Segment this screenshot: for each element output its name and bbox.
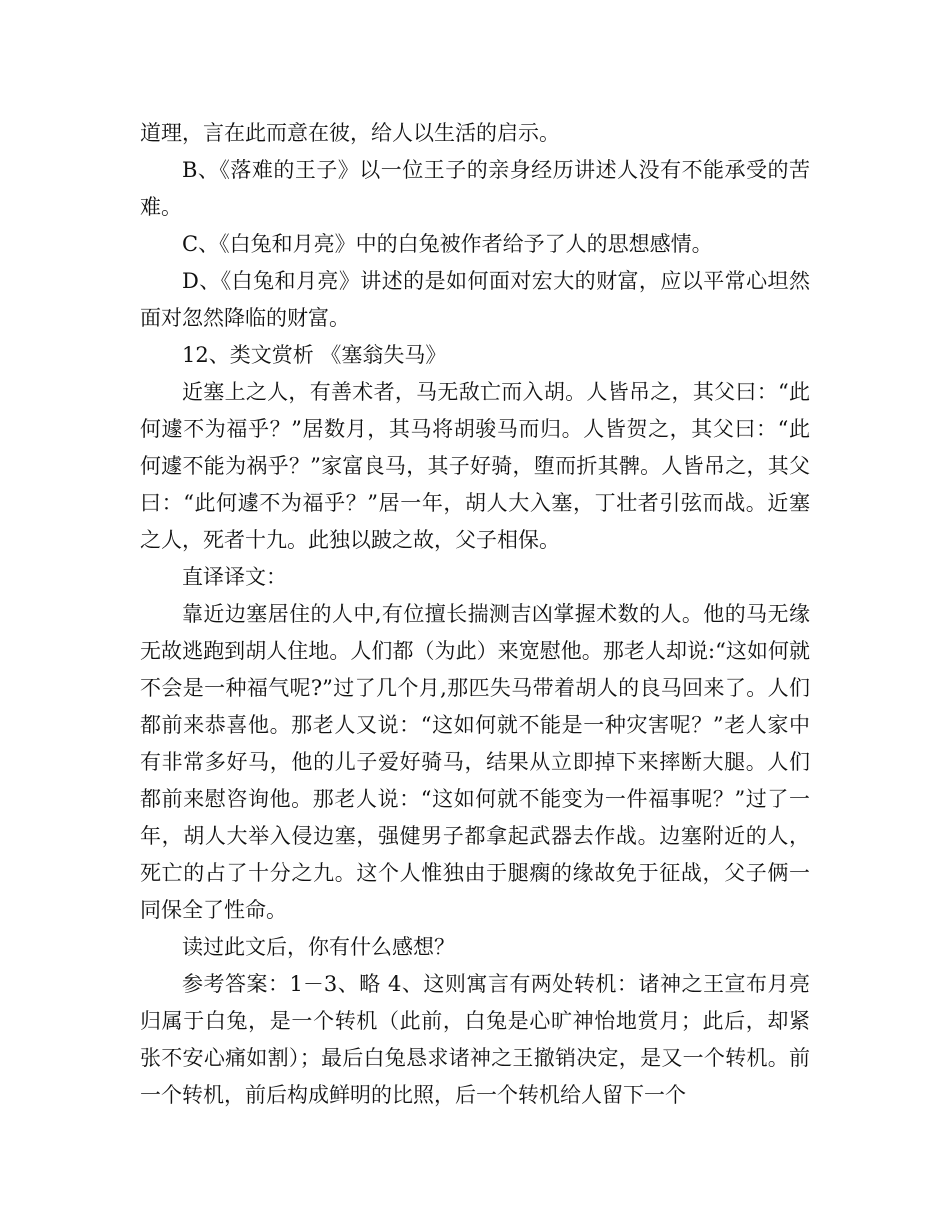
classical-text: 近塞上之人，有善术者，马无敌亡而入胡。人皆吊之，其父曰：“此何遽不为福乎？”居数月，其马将胡骏马而归。人皆贺之，其父曰：“此何遽不能为祸乎？”家富良马，其子好骑，堕而折其髀。人皆吊之，其父曰：“此何遽不为福乎？”居一年，胡人大入塞，丁壮者引弦而战。近塞之人，死者十九。此独以跛之故，父子相保。 xyxy=(140,380,810,552)
reflection-question: 读过此文后，你有什么感想？ xyxy=(182,935,455,959)
paragraph-continuation: 道理，言在此而意在彼，给人以生活的启示。 xyxy=(140,121,560,145)
option-b: B、《落难的王子》以一位王子的亲身经历讲述人没有不能承受的苦难。 xyxy=(140,158,810,219)
translation-text: 靠近边塞居住的人中,有位擅长揣测吉凶掌握术数的人。他的马无缘无故逃跑到胡人住地。人们都（为此）来宽慰他。那老人却说:“这如何就不会是一种福气呢?”过了几个月,那匹失马带着胡人的良马回来了。人们都前来恭喜他。那老人又说：“这如何就不能是一种灾害呢？”老人家中有非常多好马，他的儿子爱好骑马，结果从立即掉下来摔断大腿。人们都前来慰咨询他。那老人说：“这如何就不能变为一件福事呢？”过了一年，胡人大举入侵边塞，强健男子都拿起武器去作战。边塞附近的人，死亡的占了十分之九。这个人惟独由于腿瘸的缘故免于征战，父子俩一同保全了性命。 xyxy=(140,602,810,922)
question-12-heading: 12、类文赏析 《塞翁失马》 xyxy=(182,343,447,367)
option-c: C、《白兔和月亮》中的白兔被作者给予了人的思想感情。 xyxy=(182,232,713,256)
translation-heading: 直译译文： xyxy=(182,565,287,589)
option-d: D、《白兔和月亮》讲述的是如何面对宏大的财富，应以平常心坦然面对忽然降临的财富。 xyxy=(140,269,810,330)
document-body xyxy=(140,115,810,1114)
reference-answer: 参考答案：1－3、略 4、这则寓言有两处转机：诸神之王宣布月亮归属于白兔，是一个转机（此前，白兔是心旷神怡地赏月；此后，却紧张不安心痛如割）；最后白兔恳求诸神之王撤销决定，是又一个转机。前一个转机，前后构成鲜明的比照，后一个转机给人留下一个 xyxy=(140,972,810,1107)
